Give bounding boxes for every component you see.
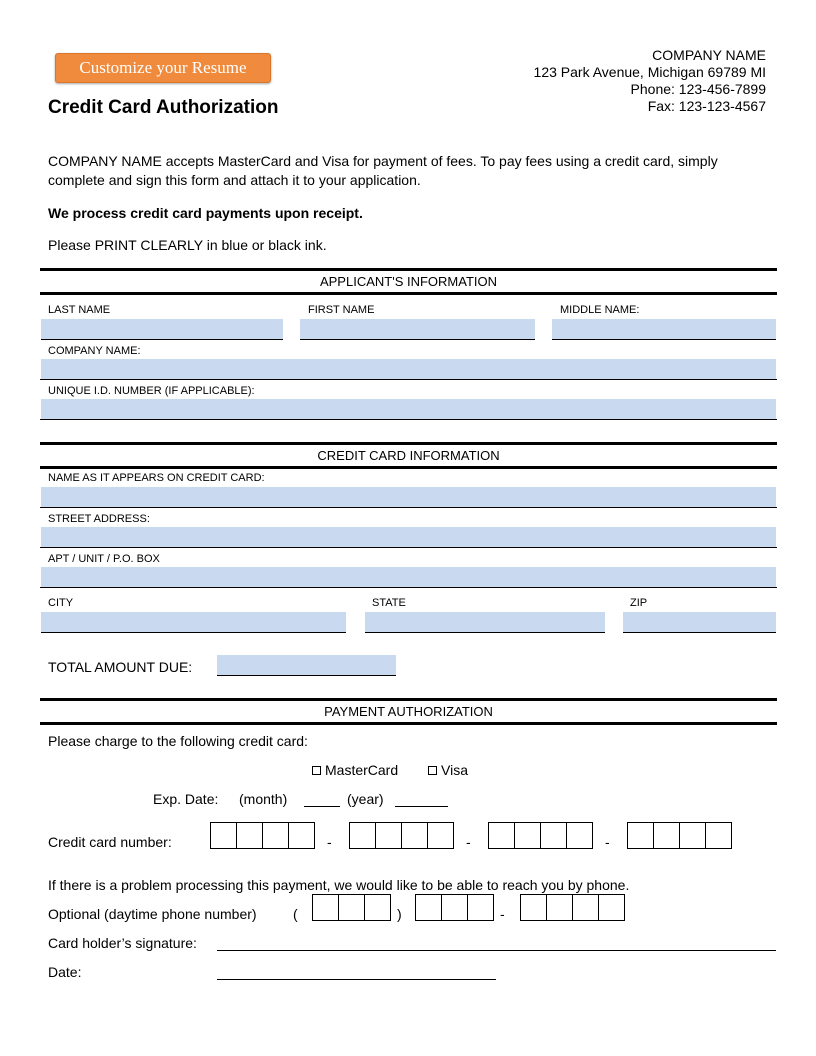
company-info (534, 47, 766, 115)
card-number-group-2[interactable] (349, 822, 453, 849)
company-name: COMPANY NAME (652, 47, 766, 63)
digit-box[interactable] (488, 822, 515, 849)
last-name-label: LAST NAME (48, 304, 111, 316)
zip-label: ZIP (630, 597, 648, 609)
phone-line-number[interactable] (520, 894, 624, 921)
company-address: 123 Park Avenue, Michigan 69789 MI (533, 64, 766, 80)
digit-box[interactable] (540, 822, 567, 849)
problem-note: If there is a problem processing this payment, we would like to be able to reach you by phone. (48, 877, 630, 893)
card-number-group-3[interactable] (488, 822, 592, 849)
phone-prefix[interactable] (415, 894, 493, 921)
last-name-field[interactable] (41, 319, 283, 340)
digit-box[interactable] (312, 894, 339, 921)
street-address-field[interactable] (41, 527, 776, 547)
date-field[interactable] (217, 979, 496, 980)
payment-section-header: PAYMENT AUTHORIZATION (40, 698, 777, 725)
card-dash: - (327, 834, 332, 850)
apt-label: APT / UNIT / P.O. BOX (48, 553, 160, 565)
digit-box[interactable] (566, 822, 593, 849)
card-number-group-4[interactable] (627, 822, 731, 849)
state-label: STATE (372, 597, 406, 609)
total-due-label: TOTAL AMOUNT DUE: (48, 659, 193, 675)
digit-box[interactable] (210, 822, 237, 849)
company-fax: Fax: 123-123-4567 (647, 98, 766, 114)
city-field[interactable] (41, 612, 346, 633)
first-name-label: FIRST NAME (308, 304, 375, 316)
digit-box[interactable] (364, 894, 391, 921)
total-due-field[interactable] (217, 655, 396, 676)
row-divider (40, 587, 777, 588)
digit-box[interactable] (627, 822, 654, 849)
company-phone: Phone: 123-456-7899 (630, 81, 766, 97)
name-on-card-label: NAME AS IT APPEARS ON CREDIT CARD: (48, 472, 265, 484)
phone-paren-close: ) (397, 906, 402, 922)
digit-box[interactable] (705, 822, 732, 849)
intro-paragraph (48, 152, 768, 190)
charge-note: Please charge to the following credit card: (48, 733, 308, 749)
street-address-label: STREET ADDRESS: (48, 513, 150, 525)
exp-date-label: Exp. Date: (153, 791, 219, 807)
page-title: Credit Card Authorization (48, 97, 279, 118)
phone-area-code[interactable] (312, 894, 390, 921)
city-label: CITY (48, 597, 74, 609)
digit-box[interactable] (375, 822, 402, 849)
middle-name-field[interactable] (552, 319, 776, 340)
company-name-field[interactable] (41, 359, 776, 379)
digit-box[interactable] (262, 822, 289, 849)
digit-box[interactable] (441, 894, 468, 921)
digit-box[interactable] (598, 894, 625, 921)
apt-field[interactable] (41, 567, 776, 587)
digit-box[interactable] (546, 894, 573, 921)
intro-line-2: complete and sign this form and attach it to your application. (48, 172, 421, 188)
digit-box[interactable] (401, 822, 428, 849)
phone-label: Optional (daytime phone number) (48, 906, 257, 922)
card-number-label: Credit card number: (48, 834, 172, 850)
customize-resume-button[interactable]: Customize your Resume (55, 53, 271, 83)
card-number-group-1[interactable] (210, 822, 314, 849)
digit-box[interactable] (572, 894, 599, 921)
row-divider (40, 419, 777, 420)
card-dash: - (466, 834, 471, 850)
phone-dash: - (500, 906, 505, 922)
exp-month-field[interactable] (304, 806, 340, 807)
date-label: Date: (48, 964, 82, 980)
company-name-label: COMPANY NAME: (48, 345, 141, 357)
exp-year-label: (year) (347, 791, 384, 807)
digit-box[interactable] (415, 894, 442, 921)
digit-box[interactable] (236, 822, 263, 849)
visa-checkbox[interactable] (428, 766, 437, 775)
row-divider (40, 507, 777, 508)
visa-option[interactable] (428, 762, 468, 778)
visa-label: Visa (441, 762, 468, 778)
digit-box[interactable] (679, 822, 706, 849)
mastercard-checkbox[interactable] (312, 766, 321, 775)
process-note: We process credit card payments upon receipt. (48, 205, 363, 221)
card-dash: - (605, 834, 610, 850)
print-note: Please PRINT CLEARLY in blue or black ink. (48, 237, 327, 253)
first-name-field[interactable] (300, 319, 535, 340)
applicant-section-header: APPLICANT'S INFORMATION (40, 268, 777, 295)
exp-month-label: (month) (239, 791, 288, 807)
credit-card-section-header: CREDIT CARD INFORMATION (40, 442, 777, 469)
row-divider (40, 379, 777, 380)
exp-year-field[interactable] (395, 806, 448, 807)
row-divider (40, 547, 777, 548)
signature-label: Card holder’s signature: (48, 935, 197, 951)
name-on-card-field[interactable] (41, 487, 776, 507)
intro-line-1: COMPANY NAME accepts MasterCard and Visa for payment of fees. To pay fees using a credit card, simply (48, 153, 718, 169)
zip-field[interactable] (623, 612, 776, 633)
signature-field[interactable] (217, 950, 776, 951)
digit-box[interactable] (427, 822, 454, 849)
middle-name-label: MIDDLE NAME: (560, 304, 640, 316)
state-field[interactable] (365, 612, 605, 633)
unique-id-field[interactable] (41, 399, 776, 419)
digit-box[interactable] (288, 822, 315, 849)
mastercard-option[interactable] (312, 762, 398, 778)
digit-box[interactable] (520, 894, 547, 921)
digit-box[interactable] (349, 822, 376, 849)
digit-box[interactable] (514, 822, 541, 849)
unique-id-label: UNIQUE I.D. NUMBER (IF APPLICABLE): (48, 385, 255, 397)
phone-paren-open: ( (293, 906, 298, 922)
digit-box[interactable] (653, 822, 680, 849)
mastercard-label: MasterCard (325, 762, 399, 778)
digit-box[interactable] (467, 894, 494, 921)
digit-box[interactable] (338, 894, 365, 921)
